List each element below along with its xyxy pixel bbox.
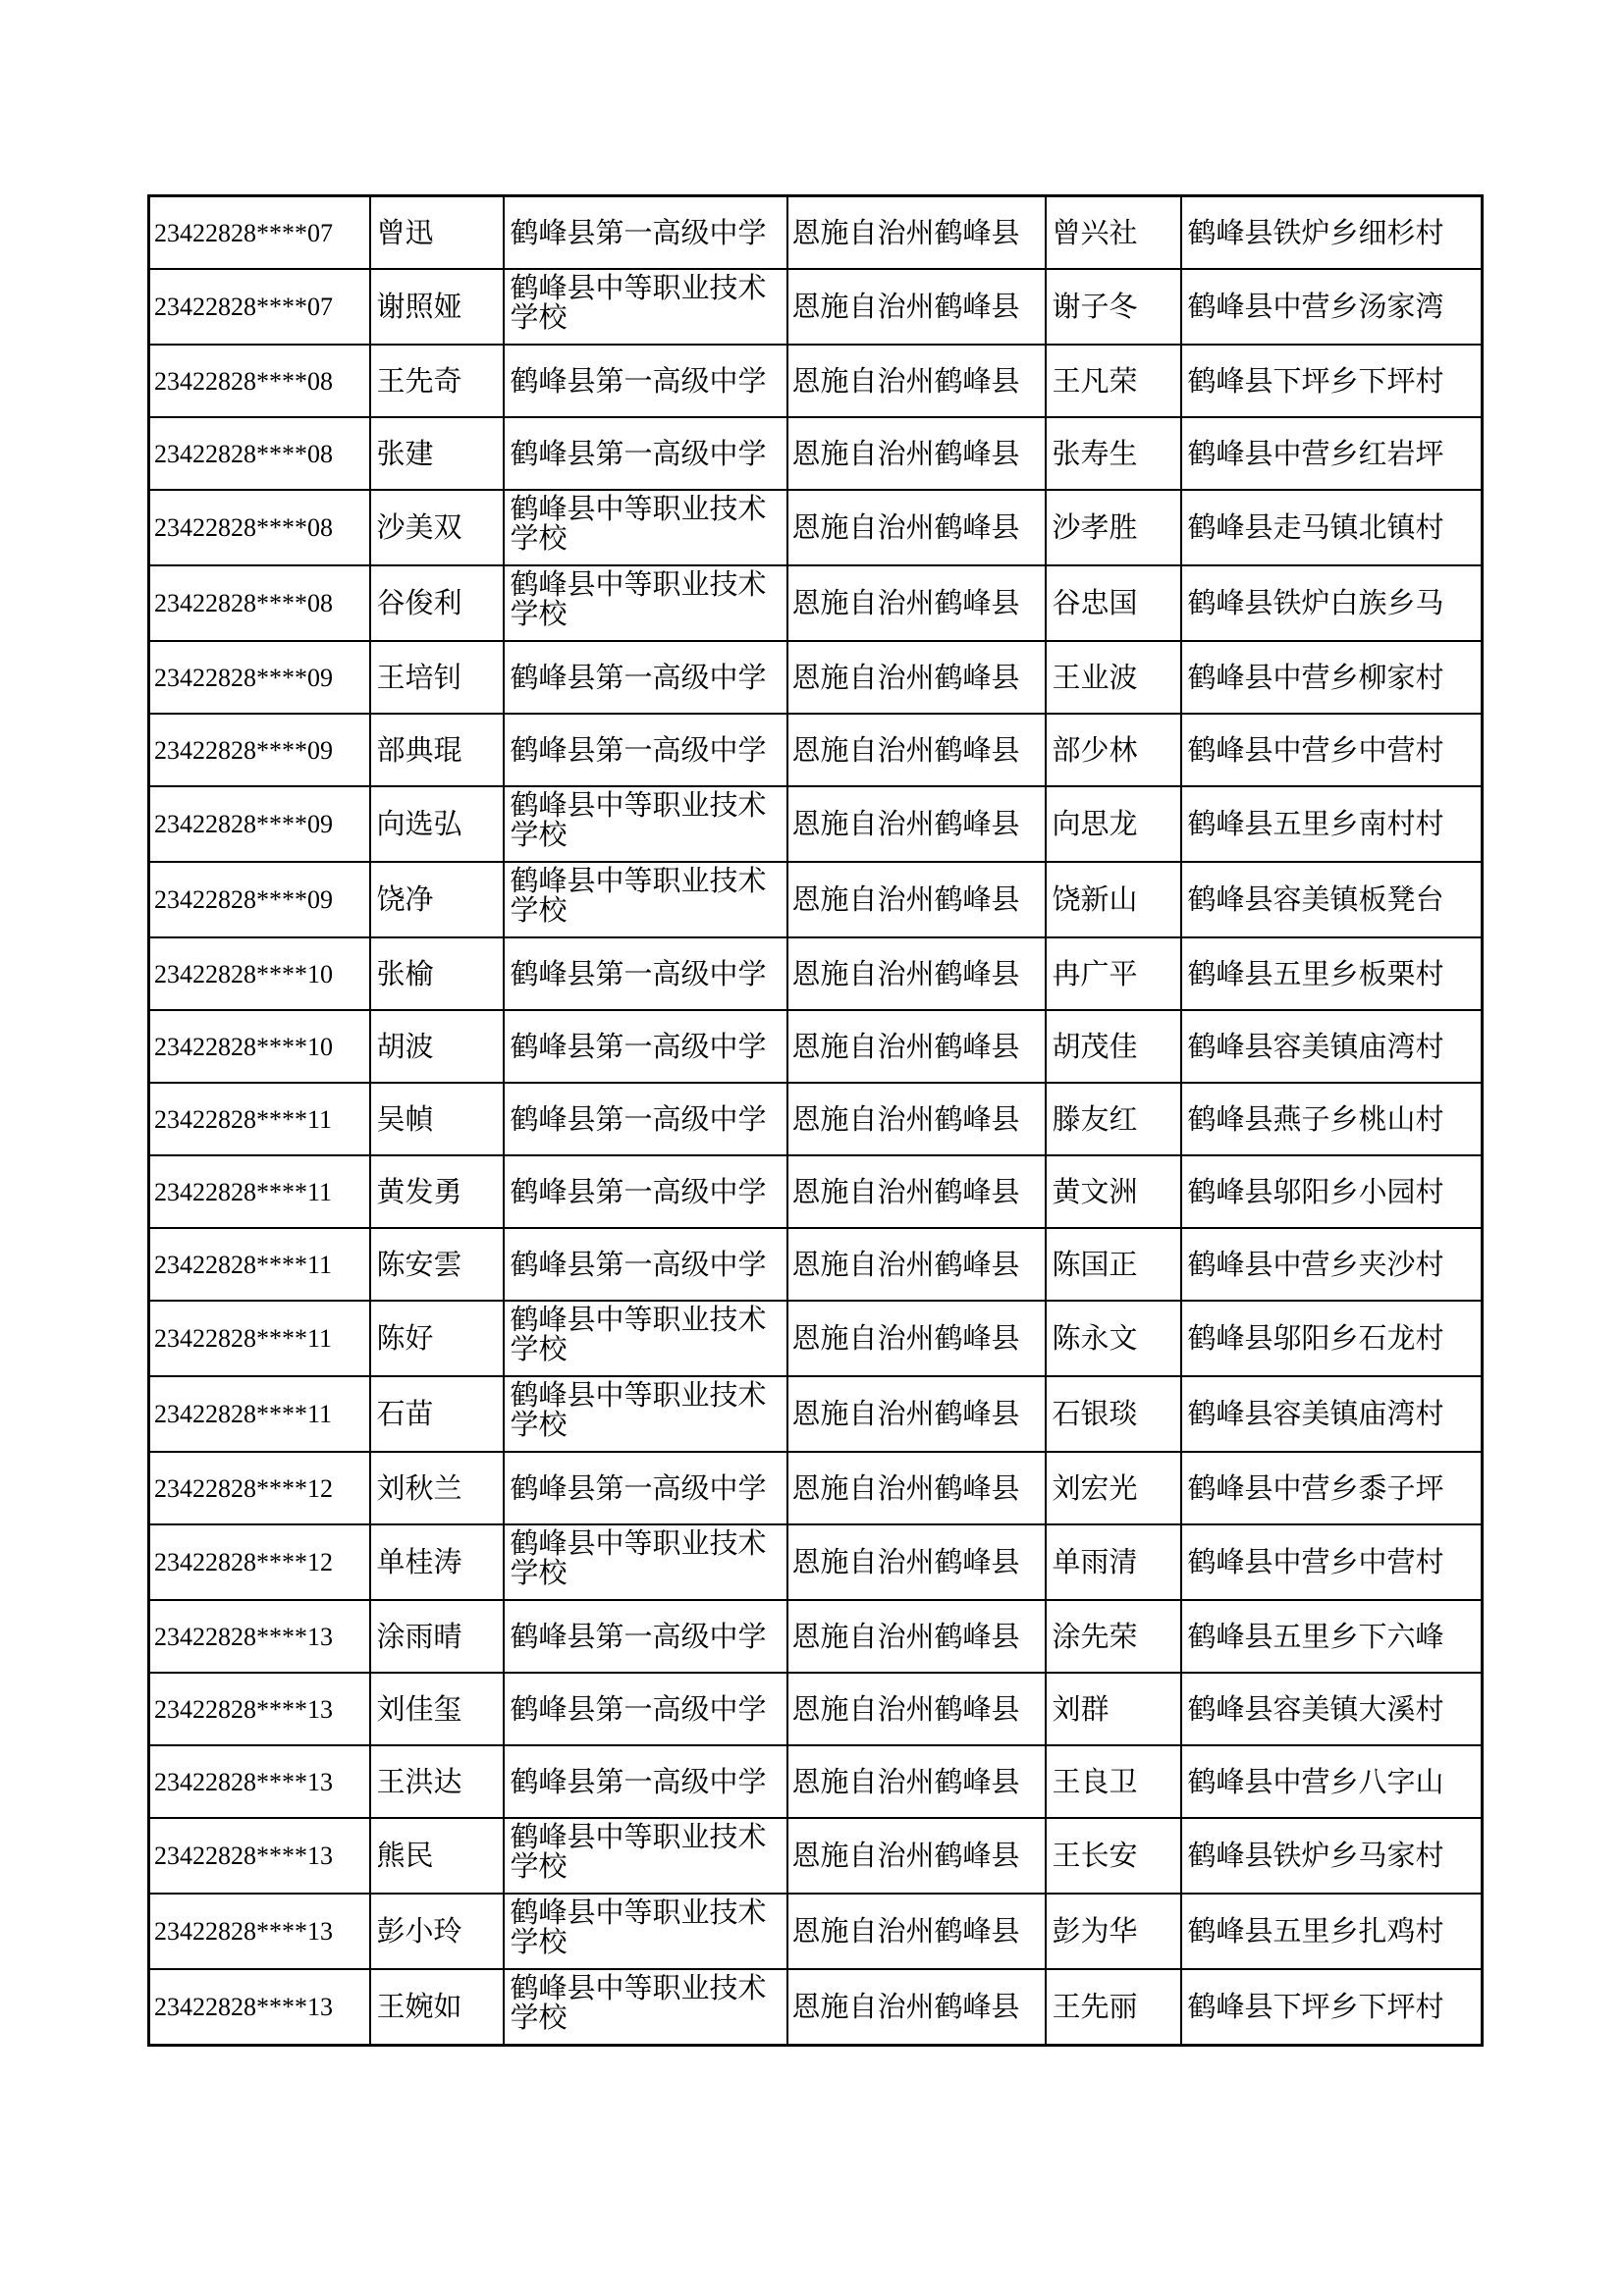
school-cell: 鹤峰县第一高级中学 xyxy=(504,714,787,786)
school-cell: 鹤峰县第一高级中学 xyxy=(504,1228,787,1301)
guardian-name-cell: 部少林 xyxy=(1046,714,1181,786)
address-cell: 鹤峰县铁炉乡细杉村 xyxy=(1181,196,1483,270)
guardian-name-cell: 王业波 xyxy=(1046,641,1181,714)
region-cell: 恩施自治州鹤峰县 xyxy=(787,565,1046,641)
student-name-cell: 陈好 xyxy=(370,1301,504,1376)
table-row xyxy=(149,1745,1483,1818)
address-cell: 鹤峰县铁炉白族乡马 xyxy=(1181,565,1483,641)
school-cell: 鹤峰县第一高级中学 xyxy=(504,1155,787,1228)
student-name-cell: 谢照娅 xyxy=(370,269,504,345)
table-row xyxy=(149,565,1483,641)
region-cell: 恩施自治州鹤峰县 xyxy=(787,1083,1046,1155)
student-name-cell: 胡波 xyxy=(370,1010,504,1083)
guardian-name-cell: 张寿生 xyxy=(1046,417,1181,490)
guardian-name-cell: 王凡荣 xyxy=(1046,345,1181,417)
student-name-cell: 涂雨晴 xyxy=(370,1600,504,1673)
student-name-cell: 刘佳玺 xyxy=(370,1673,504,1745)
region-cell: 恩施自治州鹤峰县 xyxy=(787,1452,1046,1524)
address-cell: 鹤峰县中营乡夹沙村 xyxy=(1181,1228,1483,1301)
student-name-cell: 彭小玲 xyxy=(370,1894,504,1969)
address-cell: 鹤峰县下坪乡下坪村 xyxy=(1181,345,1483,417)
student-name-cell: 单桂涛 xyxy=(370,1524,504,1600)
id-number-cell: 23422828****09 xyxy=(149,786,370,862)
region-cell: 恩施自治州鹤峰县 xyxy=(787,490,1046,565)
id-number-cell: 23422828****08 xyxy=(149,490,370,565)
id-number-cell: 23422828****13 xyxy=(149,1600,370,1673)
address-cell: 鹤峰县容美镇板凳台 xyxy=(1181,862,1483,937)
id-number-cell: 23422828****09 xyxy=(149,862,370,937)
id-number-cell: 23422828****08 xyxy=(149,565,370,641)
guardian-name-cell: 彭为华 xyxy=(1046,1894,1181,1969)
id-number-cell: 23422828****13 xyxy=(149,1818,370,1894)
table-row xyxy=(149,1155,1483,1228)
guardian-name-cell: 胡茂佳 xyxy=(1046,1010,1181,1083)
table-body xyxy=(149,196,1483,2046)
id-number-cell: 23422828****13 xyxy=(149,1894,370,1969)
region-cell: 恩施自治州鹤峰县 xyxy=(787,1376,1046,1452)
id-number-cell: 23422828****13 xyxy=(149,1745,370,1818)
table-row xyxy=(149,862,1483,937)
table-row xyxy=(149,1083,1483,1155)
table-row xyxy=(149,641,1483,714)
address-cell: 鹤峰县五里乡下六峰 xyxy=(1181,1600,1483,1673)
region-cell: 恩施自治州鹤峰县 xyxy=(787,1524,1046,1600)
school-cell: 鹤峰县第一高级中学 xyxy=(504,196,787,270)
region-cell: 恩施自治州鹤峰县 xyxy=(787,786,1046,862)
student-name-cell: 谷俊利 xyxy=(370,565,504,641)
student-name-cell: 王培钊 xyxy=(370,641,504,714)
student-table xyxy=(147,194,1484,2047)
student-name-cell: 张建 xyxy=(370,417,504,490)
school-cell: 鹤峰县中等职业技术学校 xyxy=(504,1376,787,1452)
region-cell: 恩施自治州鹤峰县 xyxy=(787,1969,1046,2046)
table-row xyxy=(149,269,1483,345)
address-cell: 鹤峰县中营乡中营村 xyxy=(1181,1524,1483,1600)
student-name-cell: 饶净 xyxy=(370,862,504,937)
student-name-cell: 王洪达 xyxy=(370,1745,504,1818)
table-row xyxy=(149,1524,1483,1600)
region-cell: 恩施自治州鹤峰县 xyxy=(787,862,1046,937)
school-cell: 鹤峰县第一高级中学 xyxy=(504,937,787,1010)
guardian-name-cell: 向思龙 xyxy=(1046,786,1181,862)
region-cell: 恩施自治州鹤峰县 xyxy=(787,1894,1046,1969)
region-cell: 恩施自治州鹤峰县 xyxy=(787,345,1046,417)
school-cell: 鹤峰县第一高级中学 xyxy=(504,1083,787,1155)
guardian-name-cell: 石银琰 xyxy=(1046,1376,1181,1452)
address-cell: 鹤峰县走马镇北镇村 xyxy=(1181,490,1483,565)
school-cell: 鹤峰县中等职业技术学校 xyxy=(504,786,787,862)
guardian-name-cell: 单雨清 xyxy=(1046,1524,1181,1600)
school-cell: 鹤峰县中等职业技术学校 xyxy=(504,862,787,937)
table-row xyxy=(149,1600,1483,1673)
school-cell: 鹤峰县中等职业技术学校 xyxy=(504,565,787,641)
table-row xyxy=(149,490,1483,565)
region-cell: 恩施自治州鹤峰县 xyxy=(787,196,1046,270)
school-cell: 鹤峰县第一高级中学 xyxy=(504,1673,787,1745)
guardian-name-cell: 谷忠国 xyxy=(1046,565,1181,641)
school-cell: 鹤峰县中等职业技术学校 xyxy=(504,269,787,345)
id-number-cell: 23422828****13 xyxy=(149,1969,370,2046)
school-cell: 鹤峰县中等职业技术学校 xyxy=(504,490,787,565)
id-number-cell: 23422828****09 xyxy=(149,714,370,786)
address-cell: 鹤峰县中营乡红岩坪 xyxy=(1181,417,1483,490)
school-cell: 鹤峰县第一高级中学 xyxy=(504,1452,787,1524)
table-row xyxy=(149,1452,1483,1524)
region-cell: 恩施自治州鹤峰县 xyxy=(787,1010,1046,1083)
id-number-cell: 23422828****11 xyxy=(149,1155,370,1228)
guardian-name-cell: 沙孝胜 xyxy=(1046,490,1181,565)
address-cell: 鹤峰县中营乡汤家湾 xyxy=(1181,269,1483,345)
id-number-cell: 23422828****10 xyxy=(149,1010,370,1083)
region-cell: 恩施自治州鹤峰县 xyxy=(787,641,1046,714)
address-cell: 鹤峰县容美镇大溪村 xyxy=(1181,1673,1483,1745)
school-cell: 鹤峰县中等职业技术学校 xyxy=(504,1524,787,1600)
student-name-cell: 王先奇 xyxy=(370,345,504,417)
student-name-cell: 黄发勇 xyxy=(370,1155,504,1228)
table-row xyxy=(149,1301,1483,1376)
school-cell: 鹤峰县第一高级中学 xyxy=(504,1010,787,1083)
table-row xyxy=(149,417,1483,490)
guardian-name-cell: 王良卫 xyxy=(1046,1745,1181,1818)
school-cell: 鹤峰县中等职业技术学校 xyxy=(504,1969,787,2046)
guardian-name-cell: 陈国正 xyxy=(1046,1228,1181,1301)
guardian-name-cell: 刘宏光 xyxy=(1046,1452,1181,1524)
table-row xyxy=(149,1010,1483,1083)
guardian-name-cell: 涂先荣 xyxy=(1046,1600,1181,1673)
address-cell: 鹤峰县容美镇庙湾村 xyxy=(1181,1376,1483,1452)
school-cell: 鹤峰县第一高级中学 xyxy=(504,1600,787,1673)
id-number-cell: 23422828****11 xyxy=(149,1301,370,1376)
guardian-name-cell: 冉广平 xyxy=(1046,937,1181,1010)
guardian-name-cell: 滕友红 xyxy=(1046,1083,1181,1155)
id-number-cell: 23422828****07 xyxy=(149,269,370,345)
address-cell: 鹤峰县铁炉乡马家村 xyxy=(1181,1818,1483,1894)
table-row xyxy=(149,937,1483,1010)
id-number-cell: 23422828****07 xyxy=(149,196,370,270)
table-row xyxy=(149,714,1483,786)
address-cell: 鹤峰县容美镇庙湾村 xyxy=(1181,1010,1483,1083)
id-number-cell: 23422828****08 xyxy=(149,345,370,417)
region-cell: 恩施自治州鹤峰县 xyxy=(787,1673,1046,1745)
region-cell: 恩施自治州鹤峰县 xyxy=(787,417,1046,490)
student-name-cell: 曾迅 xyxy=(370,196,504,270)
address-cell: 鹤峰县五里乡板栗村 xyxy=(1181,937,1483,1010)
student-name-cell: 向选弘 xyxy=(370,786,504,862)
guardian-name-cell: 黄文洲 xyxy=(1046,1155,1181,1228)
address-cell: 鹤峰县中营乡中营村 xyxy=(1181,714,1483,786)
region-cell: 恩施自治州鹤峰县 xyxy=(787,1155,1046,1228)
address-cell: 鹤峰县燕子乡桃山村 xyxy=(1181,1083,1483,1155)
address-cell: 鹤峰县中营乡柳家村 xyxy=(1181,641,1483,714)
table-row xyxy=(149,1818,1483,1894)
student-name-cell: 陈安雲 xyxy=(370,1228,504,1301)
address-cell: 鹤峰县邬阳乡石龙村 xyxy=(1181,1301,1483,1376)
student-name-cell: 部典琨 xyxy=(370,714,504,786)
id-number-cell: 23422828****11 xyxy=(149,1228,370,1301)
id-number-cell: 23422828****09 xyxy=(149,641,370,714)
region-cell: 恩施自治州鹤峰县 xyxy=(787,937,1046,1010)
table-row xyxy=(149,1969,1483,2046)
guardian-name-cell: 谢子冬 xyxy=(1046,269,1181,345)
guardian-name-cell: 曾兴社 xyxy=(1046,196,1181,270)
address-cell: 鹤峰县邬阳乡小园村 xyxy=(1181,1155,1483,1228)
address-cell: 鹤峰县中营乡八字山 xyxy=(1181,1745,1483,1818)
guardian-name-cell: 王长安 xyxy=(1046,1818,1181,1894)
id-number-cell: 23422828****11 xyxy=(149,1083,370,1155)
school-cell: 鹤峰县中等职业技术学校 xyxy=(504,1818,787,1894)
table-row xyxy=(149,1673,1483,1745)
table-row xyxy=(149,345,1483,417)
id-number-cell: 23422828****12 xyxy=(149,1524,370,1600)
guardian-name-cell: 王先丽 xyxy=(1046,1969,1181,2046)
id-number-cell: 23422828****08 xyxy=(149,417,370,490)
school-cell: 鹤峰县第一高级中学 xyxy=(504,345,787,417)
student-name-cell: 张榆 xyxy=(370,937,504,1010)
school-cell: 鹤峰县中等职业技术学校 xyxy=(504,1301,787,1376)
id-number-cell: 23422828****13 xyxy=(149,1673,370,1745)
region-cell: 恩施自治州鹤峰县 xyxy=(787,269,1046,345)
table-row xyxy=(149,1228,1483,1301)
table-row xyxy=(149,1894,1483,1969)
address-cell: 鹤峰县中营乡黍子坪 xyxy=(1181,1452,1483,1524)
id-number-cell: 23422828****11 xyxy=(149,1376,370,1452)
region-cell: 恩施自治州鹤峰县 xyxy=(787,1818,1046,1894)
school-cell: 鹤峰县第一高级中学 xyxy=(504,641,787,714)
guardian-name-cell: 刘群 xyxy=(1046,1673,1181,1745)
school-cell: 鹤峰县中等职业技术学校 xyxy=(504,1894,787,1969)
student-name-cell: 沙美双 xyxy=(370,490,504,565)
student-name-cell: 吴幀 xyxy=(370,1083,504,1155)
region-cell: 恩施自治州鹤峰县 xyxy=(787,714,1046,786)
id-number-cell: 23422828****10 xyxy=(149,937,370,1010)
address-cell: 鹤峰县五里乡南村村 xyxy=(1181,786,1483,862)
school-cell: 鹤峰县第一高级中学 xyxy=(504,417,787,490)
address-cell: 鹤峰县五里乡扎鸡村 xyxy=(1181,1894,1483,1969)
table-row xyxy=(149,196,1483,270)
table-row xyxy=(149,786,1483,862)
region-cell: 恩施自治州鹤峰县 xyxy=(787,1228,1046,1301)
region-cell: 恩施自治州鹤峰县 xyxy=(787,1301,1046,1376)
guardian-name-cell: 饶新山 xyxy=(1046,862,1181,937)
student-name-cell: 石苗 xyxy=(370,1376,504,1452)
region-cell: 恩施自治州鹤峰县 xyxy=(787,1600,1046,1673)
id-number-cell: 23422828****12 xyxy=(149,1452,370,1524)
guardian-name-cell: 陈永文 xyxy=(1046,1301,1181,1376)
table-row xyxy=(149,1376,1483,1452)
region-cell: 恩施自治州鹤峰县 xyxy=(787,1745,1046,1818)
address-cell: 鹤峰县下坪乡下坪村 xyxy=(1181,1969,1483,2046)
student-name-cell: 熊民 xyxy=(370,1818,504,1894)
student-name-cell: 刘秋兰 xyxy=(370,1452,504,1524)
school-cell: 鹤峰县第一高级中学 xyxy=(504,1745,787,1818)
student-name-cell: 王婉如 xyxy=(370,1969,504,2046)
